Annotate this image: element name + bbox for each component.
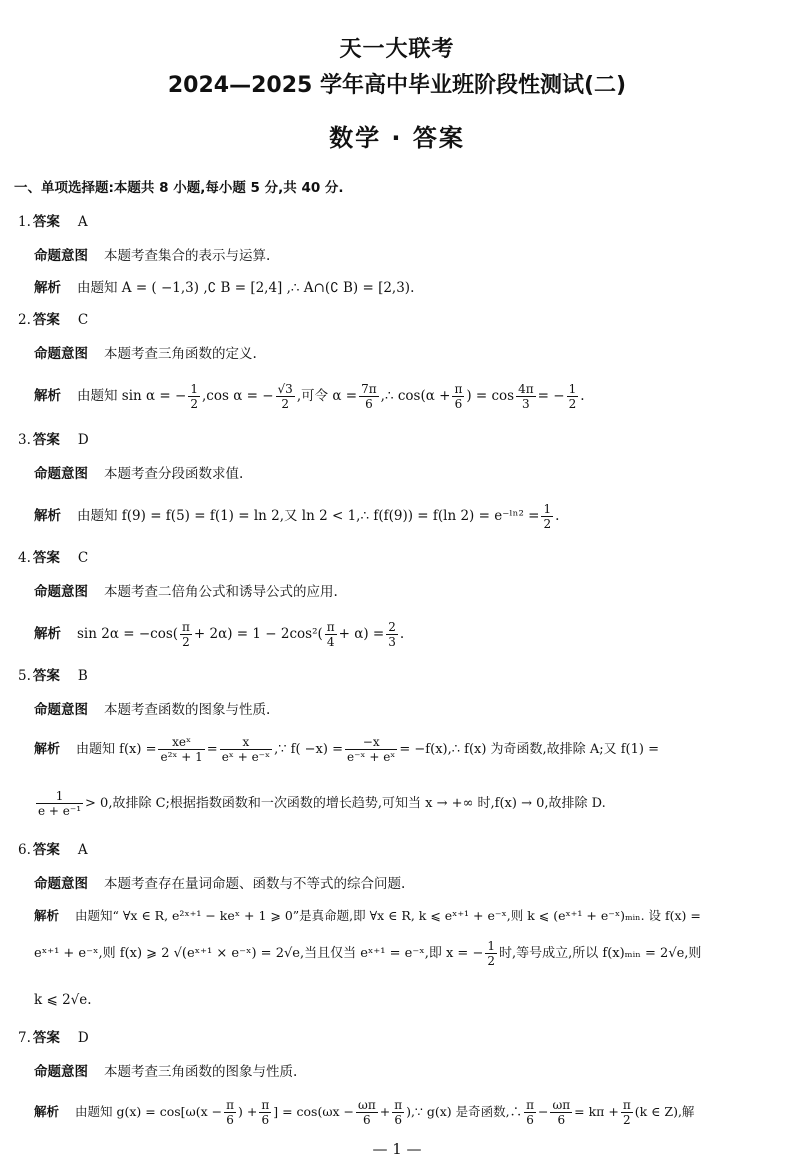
fraction: $\frac{\pi}{6}$ xyxy=(526,1098,534,1127)
question-6-intent: 命题意图 本题考查存在量词命题、函数与不等式的综合问题. xyxy=(34,876,406,892)
fraction: $\frac{\omega\pi}{6}$ xyxy=(552,1098,571,1127)
question-6-analysis-cont: eˣ⁺¹ + e⁻ˣ,则 f(x) ⩾ 2 √(eˣ⁺¹ × e⁻ˣ) = 2√e,当且仅当 eˣ⁺¹ = e⁻ˣ,即 x = − $\frac{1}{2}$ 时,等号成立,所以 f(x)ₘᵢₙ = 2√e,则 xyxy=(34,939,702,968)
fraction: $\frac{7\pi}{6}$ xyxy=(361,382,377,411)
answer-value: C xyxy=(77,312,89,328)
fraction: $\frac{\pi}{4}$ xyxy=(326,620,335,649)
section-heading: 一、单项选择题:本题共 8 小题,每小题 5 分,共 40 分. xyxy=(14,180,344,196)
answer-value: D xyxy=(77,1030,89,1046)
answer-label: 答案 xyxy=(32,214,60,230)
fraction: $\frac{\pi}{6}$ xyxy=(394,1098,403,1127)
question-1-answer-row: 1. 答案 A xyxy=(18,214,88,230)
answer-label: 答案 xyxy=(32,550,60,566)
answer-value: B xyxy=(77,668,88,684)
question-2-intent: 命题意图 本题考查三角函数的定义. xyxy=(34,346,257,362)
question-5-analysis: 解析 由题知 f(x) = $\frac{\text{xeˣ}}{\text{e²ˣ + 1}}$ = $\frac{x}{\text{eˣ + e⁻ˣ}}$ ,∵ f( −x) = $\frac{-x}{\text{e⁻ˣ + eˣ}}$ = −f(x),∴ f(x) 为奇函数,故排除 A;又 f(1) = xyxy=(34,735,659,764)
answer-value: A xyxy=(77,842,88,858)
fraction: $\frac{\text{xeˣ}}{\text{e²ˣ + 1}}$ xyxy=(160,735,203,764)
fraction: $\frac{4\pi}{3}$ xyxy=(518,382,534,411)
page-number: — 1 — xyxy=(372,1140,422,1158)
fraction: $\frac{\omega\pi}{6}$ xyxy=(358,1098,376,1127)
answer-label: 答案 xyxy=(32,312,60,328)
question-5-analysis-cont: $\frac{1}{\text{e + e⁻¹}}$ > 0,故排除 C;根据指数函数和一次函数的增长趋势,可知当 x → +∞ 时,f(x) → 0,故排除 D. xyxy=(38,789,606,818)
fraction: $\frac{1}{2}$ xyxy=(190,382,198,411)
question-3-answer-row: 3. 答案 D xyxy=(18,432,89,448)
question-5-answer-row: 5. 答案 B xyxy=(18,668,88,684)
fraction: $\frac{x}{\text{eˣ + e⁻ˣ}}$ xyxy=(221,735,271,764)
exam-name: 天一大联考 xyxy=(339,37,455,62)
question-7-analysis: 解析 由题知 g(x) = cos[ω(x − $\frac{\pi}{6}$ ) + $\frac{\pi}{6}$ ] = cos(ωx − $\frac{\omega\pi}{6}$ + $\frac{\pi}{6}$ ),∵ g(x) 是奇函数,∴ $\frac{\pi}{6}$ − $\frac{\omega\pi}{6}$ = kπ + $\frac{\pi}{2}$ (k ∈ Z),解 xyxy=(34,1098,695,1127)
answer-value: D xyxy=(77,432,89,448)
fraction: $\frac{1}{2}$ xyxy=(487,939,495,968)
fraction: $\frac{1}{2}$ xyxy=(568,382,577,411)
question-7-intent: 命题意图 本题考查三角函数的图象与性质. xyxy=(34,1064,298,1080)
answer-label: 答案 xyxy=(32,1030,60,1046)
question-2-answer-row: 2. 答案 C xyxy=(18,312,89,328)
answer-label: 答案 xyxy=(32,668,60,684)
question-4-analysis: 解析 sin 2α = −cos( $\frac{\pi}{2}$ + 2α) = 1 − 2cos²( $\frac{\pi}{4}$ + α) = $\frac{2}{3}$ . xyxy=(34,620,405,649)
answer-value: C xyxy=(77,550,89,566)
fraction: $\frac{\pi}{6}$ xyxy=(261,1098,270,1127)
document-title: 数学 · 答案 xyxy=(329,124,465,152)
fraction: $\frac{√3}{2}$ xyxy=(277,382,293,411)
question-6-answer-row: 6. 答案 A xyxy=(18,842,88,858)
question-6-analysis: 解析 由题知“ ∀x ∈ R, e²ˣ⁺¹ − keˣ + 1 ⩾ 0”是真命题,即 ∀x ∈ R, k ⩽ eˣ⁺¹ + e⁻ˣ,则 k ⩽ (eˣ⁺¹ + e⁻ˣ)ₘᵢₙ. 设 f(x) = xyxy=(34,908,701,923)
exam-title: 2024—2025 学年高中毕业班阶段性测试(二) xyxy=(167,73,627,98)
question-7-answer-row: 7. 答案 D xyxy=(18,1030,89,1046)
answer-value: A xyxy=(77,214,88,230)
answer-label: 答案 xyxy=(32,432,60,448)
question-4-answer-row: 4. 答案 C xyxy=(18,550,89,566)
fraction: $\frac{\pi}{2}$ xyxy=(622,1098,631,1127)
question-5-intent: 命题意图 本题考查函数的图象与性质. xyxy=(34,702,271,718)
fraction: $\frac{\pi}{6}$ xyxy=(454,382,463,411)
fraction: $\frac{2}{3}$ xyxy=(388,620,396,649)
fraction: $\frac{1}{\text{e + e⁻¹}}$ xyxy=(38,789,82,818)
question-2-analysis: 解析 由题知 sin α = − $\frac{1}{2}$ ,cos α = − $\frac{√3}{2}$ ,可令 α = $\frac{7\pi}{6}$ ,∴ cos(α + $\frac{\pi}{6}$ ) = cos $\frac{4\pi}{3}$ = − $\frac{1}{2}$ . xyxy=(34,382,585,411)
fraction: $\frac{-x}{\text{e⁻ˣ + eˣ}}$ xyxy=(346,735,396,764)
fraction: $\frac{1}{2}$ xyxy=(543,502,552,531)
question-4-intent: 命题意图 本题考查二倍角公式和诱导公式的应用. xyxy=(34,584,338,600)
fraction: $\frac{\pi}{2}$ xyxy=(182,620,190,649)
fraction: $\frac{\pi}{6}$ xyxy=(226,1098,234,1127)
question-3-intent: 命题意图 本题考查分段函数求值. xyxy=(34,466,244,482)
question-6-analysis-end: k ⩽ 2√e. xyxy=(34,992,92,1008)
question-1-intent: 命题意图 本题考查集合的表示与运算. xyxy=(34,248,271,264)
question-1-analysis: 解析 由题知 A = ( −1,3) ,∁ B = [2,4] ,∴ A∩(∁ B) = [2,3). xyxy=(34,280,415,296)
question-3-analysis: 解析 由题知 f(9) = f(5) = f(1) = ln 2,又 ln 2 < 1,∴ f(f(9)) = f(ln 2) = e⁻ˡⁿ² = $\frac{1}{2}$ . xyxy=(34,502,560,531)
answer-label: 答案 xyxy=(32,842,60,858)
